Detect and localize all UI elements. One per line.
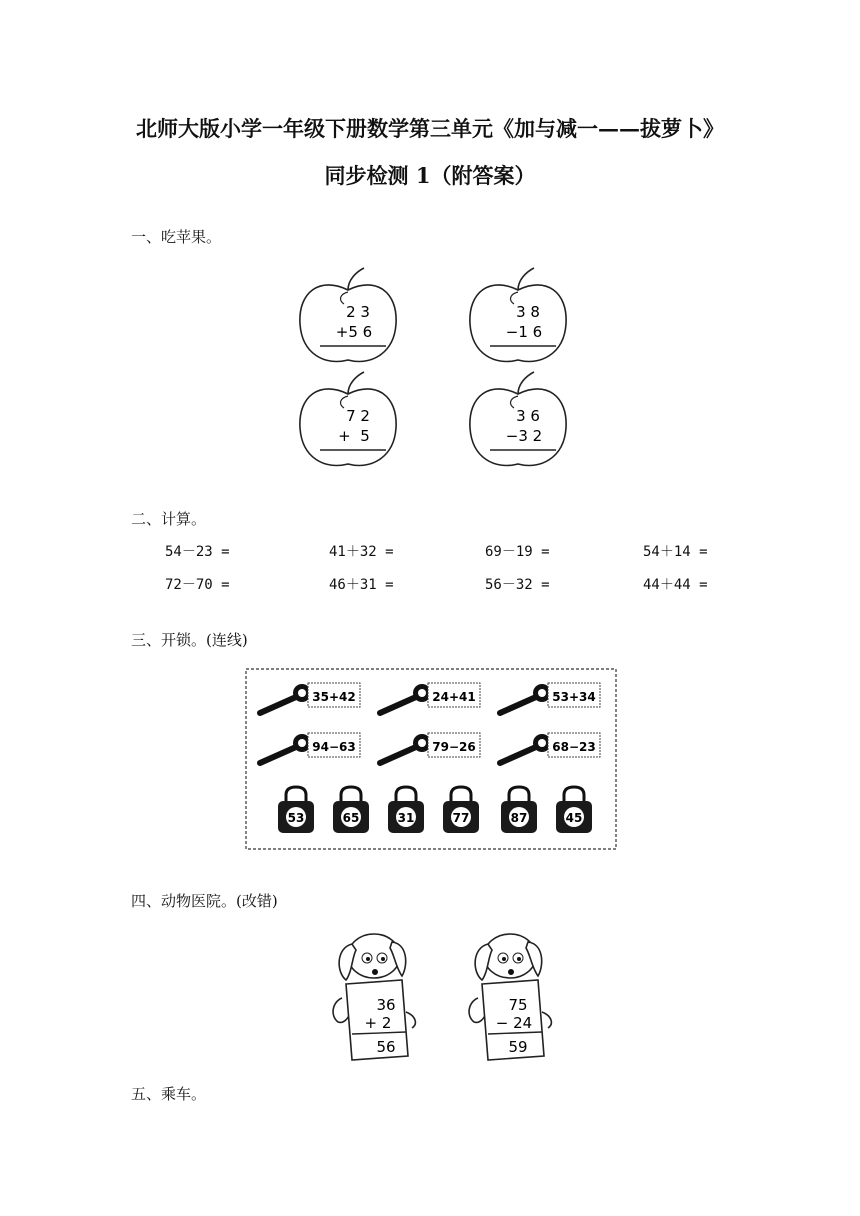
dog-2 [469, 934, 551, 1060]
key-expression: 53+34 [552, 690, 596, 704]
key-6 [500, 733, 600, 763]
apple-2-bottom: −1 6 [505, 323, 543, 341]
lock-2 [333, 787, 369, 833]
lock-number: 45 [565, 811, 583, 825]
calc-expression: 46＋31 = [329, 577, 394, 593]
key-3 [500, 683, 600, 713]
title-line-1: 北师大版小学一年级下册数学第三单元《加与减一——拔萝卜》 [136, 116, 724, 141]
calc-expression: 72－70 = [165, 577, 230, 593]
apple-4 [470, 372, 566, 466]
apple-4-bottom: −3 2 [505, 427, 543, 445]
dogs-figure [322, 928, 562, 1068]
apples-figure [290, 262, 600, 472]
lock-number: 53 [287, 811, 305, 825]
apple-4-top: 3 6 [516, 407, 540, 425]
lock-5 [501, 787, 537, 833]
apple-1 [300, 268, 396, 362]
dog-2-result: 59 [508, 1038, 528, 1056]
dog-1-op: + 2 [364, 1014, 392, 1032]
key-4 [260, 733, 360, 763]
calc-expression: 69－19 = [485, 544, 550, 560]
key-expression: 35+42 [312, 690, 356, 704]
dog-1-top: 36 [376, 996, 396, 1014]
lock-4 [443, 787, 479, 833]
calc-expression: 54－23 = [165, 544, 230, 560]
key-expression: 24+41 [432, 690, 476, 704]
apple-3-top: 7 2 [346, 407, 370, 425]
section-1-heading: 一、吃苹果。 [131, 228, 222, 246]
apple-1-top: 2 3 [346, 303, 370, 321]
dog-1-result: 56 [376, 1038, 396, 1056]
calc-expression: 56－32 = [485, 577, 550, 593]
dog-2-op: − 24 [495, 1014, 533, 1032]
apple-3-bottom: + 5 [338, 427, 370, 445]
keys-locks-figure [244, 667, 618, 851]
lock-3 [388, 787, 424, 833]
lock-1 [278, 787, 314, 833]
key-1 [260, 683, 360, 713]
apple-2 [470, 268, 566, 362]
apple-2-top: 3 8 [516, 303, 540, 321]
calc-expression: 54＋14 = [643, 544, 708, 560]
title-line-2: 同步检测 1（附答案） [324, 163, 536, 188]
dog-1 [333, 934, 415, 1060]
lock-number: 77 [452, 811, 470, 825]
lock-number: 31 [397, 811, 415, 825]
key-expression: 68−23 [552, 740, 596, 754]
section-3-heading: 三、开锁。(连线) [131, 631, 248, 649]
key-2 [380, 683, 480, 713]
dog-2-top: 75 [508, 996, 528, 1014]
apple-3 [300, 372, 396, 466]
key-5 [380, 733, 480, 763]
section-4-heading: 四、动物医院。(改错) [131, 892, 278, 910]
calc-expression: 44＋44 = [643, 577, 708, 593]
lock-number: 65 [342, 811, 360, 825]
lock-6 [556, 787, 592, 833]
key-expression: 79−26 [432, 740, 476, 754]
apple-1-bottom: +5 6 [335, 323, 373, 341]
section-2-heading: 二、计算。 [131, 510, 207, 528]
key-expression: 94−63 [312, 740, 356, 754]
calc-expression: 41＋32 = [329, 544, 394, 560]
section-5-heading: 五、乘车。 [131, 1085, 207, 1103]
lock-number: 87 [510, 811, 528, 825]
